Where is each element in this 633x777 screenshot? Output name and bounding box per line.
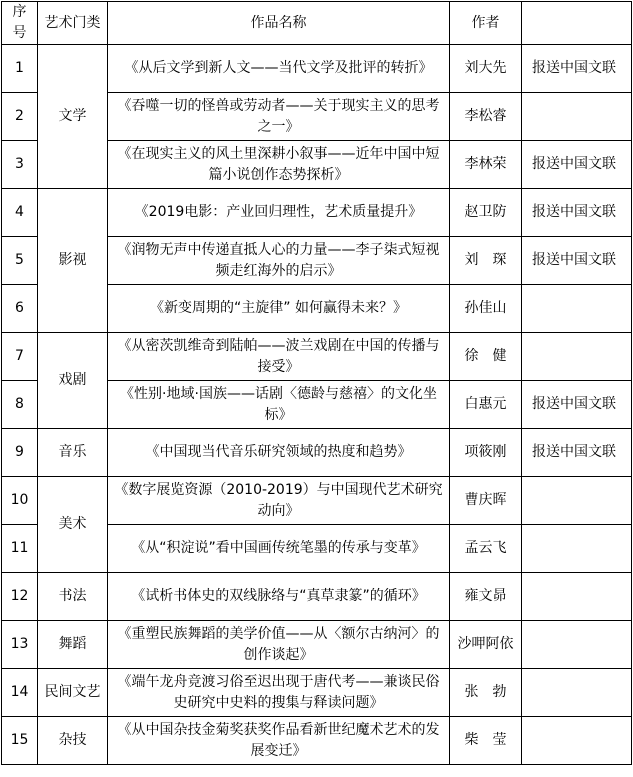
row-number: 5 — [2, 237, 38, 285]
art-category: 影视 — [38, 189, 108, 333]
work-title: 《润物无声中传递直抵人心的力量——李子柒式短视频走红海外的启示》 — [108, 237, 450, 285]
art-category: 文学 — [38, 45, 108, 189]
row-number: 12 — [2, 573, 38, 621]
header-author: 作者 — [450, 2, 522, 45]
table-row — [2, 429, 632, 477]
row-number: 10 — [2, 477, 38, 525]
table-row — [2, 573, 632, 621]
art-category: 戏剧 — [38, 333, 108, 429]
table-row — [2, 669, 632, 717]
submission-note: 报送中国文联 — [522, 429, 632, 477]
submission-note — [522, 669, 632, 717]
author-name: 孟云飞 — [450, 525, 522, 573]
author-name: 柴 莹 — [450, 717, 522, 765]
row-number: 8 — [2, 381, 38, 429]
row-number: 14 — [2, 669, 38, 717]
submission-note — [522, 93, 632, 141]
work-title: 《在现实主义的风土里深耕小叙事——近年中国中短篇小说创作态势探析》 — [108, 141, 450, 189]
submission-note: 报送中国文联 — [522, 381, 632, 429]
author-name: 雍文昴 — [450, 573, 522, 621]
work-title: 《2019电影：产业回归理性，艺术质量提升》 — [108, 189, 450, 237]
work-title: 《新变周期的“主旋律” 如何赢得未来？》 — [108, 285, 450, 333]
art-category: 音乐 — [38, 429, 108, 477]
header-category: 艺术门类 — [38, 2, 108, 45]
work-title: 《重塑民族舞蹈的美学价值——从〈额尔古纳河〉的创作谈起》 — [108, 621, 450, 669]
author-name: 李松睿 — [450, 93, 522, 141]
table-row — [2, 477, 632, 525]
row-number: 7 — [2, 333, 38, 381]
row-number: 3 — [2, 141, 38, 189]
work-title: 《从密茨凯维奇到陆帕——波兰戏剧在中国的传播与接受》 — [108, 333, 450, 381]
submission-note: 报送中国文联 — [522, 45, 632, 93]
table-row — [2, 621, 632, 669]
table-row — [2, 333, 632, 381]
row-number: 2 — [2, 93, 38, 141]
row-number: 4 — [2, 189, 38, 237]
author-name: 刘 琛 — [450, 237, 522, 285]
submission-note — [522, 525, 632, 573]
header-no: 序号 — [2, 2, 38, 45]
author-name: 沙呷阿依 — [450, 621, 522, 669]
author-name: 徐 健 — [450, 333, 522, 381]
work-title: 《从“积淀说”看中国画传统笔墨的传承与变革》 — [108, 525, 450, 573]
work-title: 《性别·地域·国族——话剧〈德龄与慈禧〉的文化坐标》 — [108, 381, 450, 429]
art-category: 民间文艺 — [38, 669, 108, 717]
work-title: 《从后文学到新人文——当代文学及批评的转折》 — [108, 45, 450, 93]
table-row — [2, 45, 632, 93]
art-category: 杂技 — [38, 717, 108, 765]
submission-note: 报送中国文联 — [522, 189, 632, 237]
author-name: 刘大先 — [450, 45, 522, 93]
art-category: 书法 — [38, 573, 108, 621]
art-category: 美术 — [38, 477, 108, 573]
submission-note: 报送中国文联 — [522, 141, 632, 189]
work-title: 《吞噬一切的怪兽或劳动者——关于现实主义的思考之一》 — [108, 93, 450, 141]
submission-note — [522, 573, 632, 621]
author-name: 白惠元 — [450, 381, 522, 429]
author-name: 曹庆晖 — [450, 477, 522, 525]
author-name: 孙佳山 — [450, 285, 522, 333]
work-title: 《试析书体史的双线脉络与“真草隶篆”的循环》 — [108, 573, 450, 621]
author-name: 赵卫防 — [450, 189, 522, 237]
row-number: 6 — [2, 285, 38, 333]
work-title: 《端午龙舟竞渡习俗至迟出现于唐代考——兼谈民俗史研究中史料的搜集与释读问题》 — [108, 669, 450, 717]
row-number: 1 — [2, 45, 38, 93]
header-row — [2, 2, 632, 45]
submission-note: 报送中国文联 — [522, 237, 632, 285]
header-title: 作品名称 — [108, 2, 450, 45]
work-title: 《中国现当代音乐研究领域的热度和趋势》 — [108, 429, 450, 477]
row-number: 15 — [2, 717, 38, 765]
work-title: 《数字展览资源（2010-2019）与中国现代艺术研究动向》 — [108, 477, 450, 525]
author-name: 张 勃 — [450, 669, 522, 717]
submission-note — [522, 285, 632, 333]
submission-note — [522, 717, 632, 765]
author-name: 李林荣 — [450, 141, 522, 189]
header-note — [522, 2, 632, 45]
row-number: 13 — [2, 621, 38, 669]
submission-note — [522, 333, 632, 381]
art-category: 舞蹈 — [38, 621, 108, 669]
table-row — [2, 717, 632, 765]
submission-note — [522, 477, 632, 525]
works-table — [1, 1, 632, 765]
row-number: 9 — [2, 429, 38, 477]
row-number: 11 — [2, 525, 38, 573]
author-name: 项筱刚 — [450, 429, 522, 477]
submission-note — [522, 621, 632, 669]
work-title: 《从中国杂技金菊奖获奖作品看新世纪魔术艺术的发展变迁》 — [108, 717, 450, 765]
table-row — [2, 189, 632, 237]
